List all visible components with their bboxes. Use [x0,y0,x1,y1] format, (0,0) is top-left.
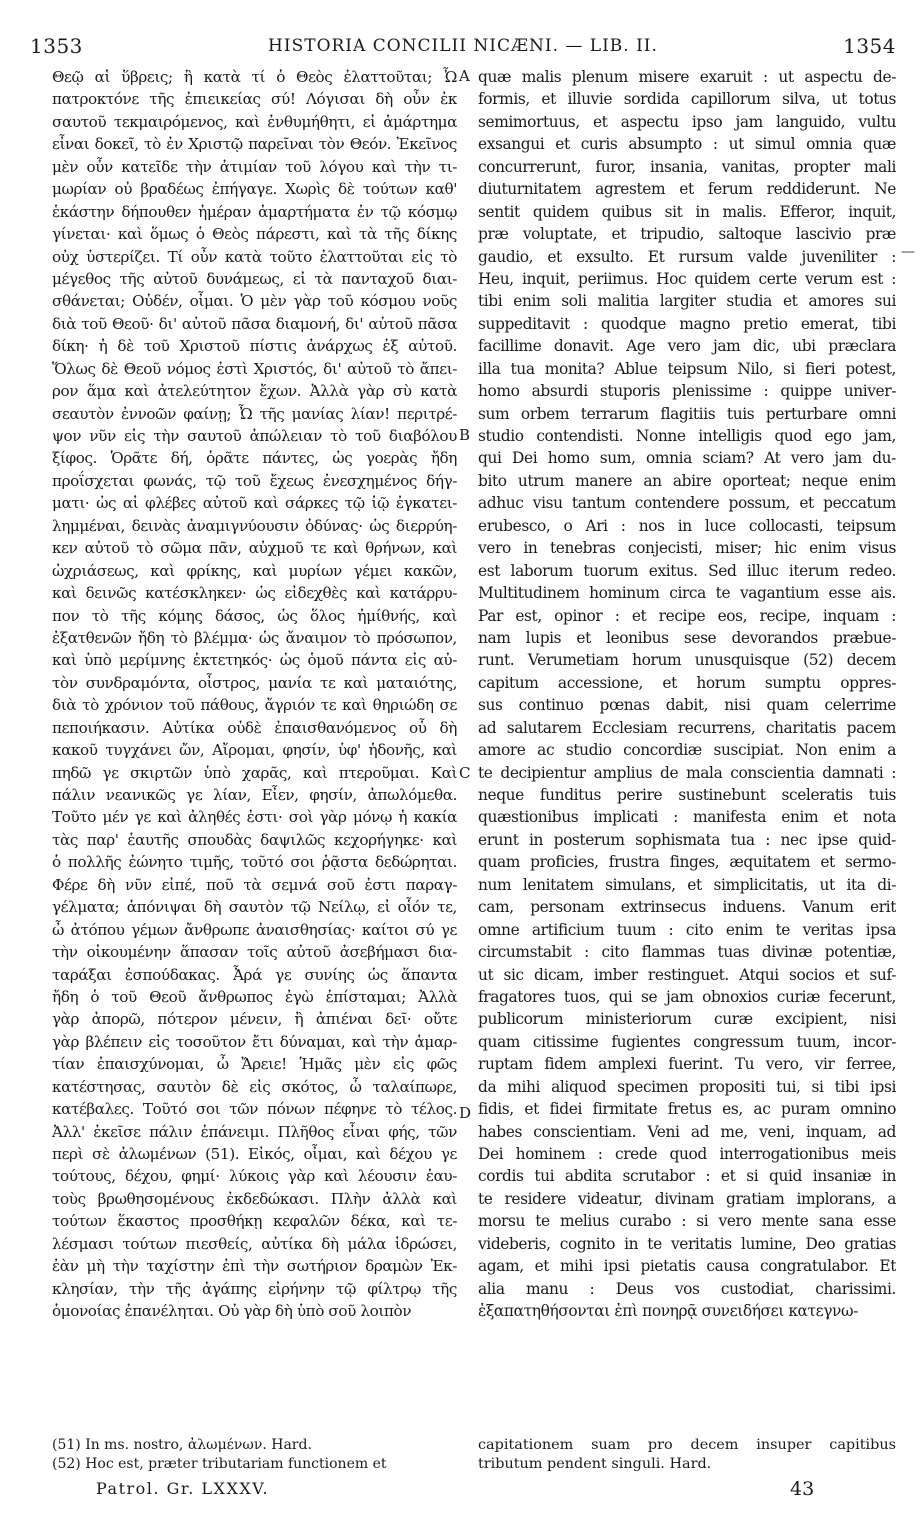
running-header [30,30,896,64]
text-line: ρον ἅμα καὶ ἀτελεύτητον ἔχων. Ἀλλὰ γὰρ σὺ κατὰ [52,382,457,401]
text-line: omne artificium tuum : cito enim te veritas ipsa [478,920,896,939]
text-line: σεαυτὸν ἐννοῶν φαίνῃ; Ὦ τῆς μανίας λίαν! περιτρέ- [52,404,457,423]
text-line: καὶ ὑπὸ μερίμνης ἐκτετηκός· ὡς ὁμοῦ πάντα εἰς αὐ- [52,651,457,670]
text-line: δίκη· ἡ δὲ τοῦ Χριστοῦ πίστις ἀνάρχως ἐξ αὐτοῦ. [52,337,457,356]
text-line: runt. Verumetiam horum unusquisque (52) decem [478,651,896,670]
column-number-left: 1353 [30,34,83,58]
text-line: πάλιν νεανικῶς γε λίαν, Εἶεν, φησίν, ἀπωλόμεθα. [52,786,457,804]
footnotes-right [478,1436,896,1474]
text-line: alia manu : Deus vos custodiat, charissimi. [478,1279,896,1298]
text-line: γὰρ ἀπορῶ, πότερον μένειν, ἢ ἀπιέναι δεῖ· οὔτε [52,1010,457,1029]
text-line: formis, et illuvie sordida capillorum silva, ut totus [478,90,896,109]
section-marker-d: D [459,1104,472,1122]
text-line: vero in tenebras conjecisti, miser; hic enim visus [478,539,896,558]
text-line: προΐσχεται φωνάς, τῷ τοῦ ἔχεως ἐνεσχημένος δήγ- [52,471,457,490]
text-line: τούτους, δέχου, φημί· λύκοις γὰρ καὶ λέουσιν ἑαυ- [52,1167,457,1186]
text-line: πον τὸ τῆς κόμης δάσος, ὡς ὅλος ἠμίθνής, καὶ [52,606,457,625]
text-line: homo absurdi stuporis plenissime : quippe univer- [478,382,896,401]
text-line: πηδῶ γε σκιρτῶν ὑπὸ χαρᾶς, καὶ πτεροῦμαι. Καὶ [52,763,457,782]
text-line: sus continuo pœnas dabit, nisi quam celerrime [478,696,896,715]
text-line: fragatores tuos, qui se jam obnoxios curiæ fecerunt, [478,987,896,1006]
text-line: gaudio, et exsulto. Et rursum valde juveniliter : [478,247,896,266]
text-line: κεν αὐτοῦ τὸ σῶμα πᾶν, αὐχμοῦ τε καὶ θρήνων, καὶ [52,539,457,558]
section-marker-a: A [459,67,470,85]
text-line: habes conscientiam. Veni ad me, veni, inquam, ad [478,1122,896,1141]
greek-text-column [52,66,457,1323]
text-line: semimortuus, et aspectu ipso jam languido, vultu [478,112,896,131]
text-line: εἶναι δοκεῖ, τὸ ἐν Χριστῷ παρεῖναι τὸν Θεόν. Ἐκεῖνος [52,135,457,154]
text-line: quam citissime fugientes congressum tuum, incor- [478,1032,896,1051]
text-line: Multitudinem hominum circa te vagantium esse ais. [478,584,896,603]
text-line: διὰ τὸ χρόνιον τοῦ πάθους, ἄγριόν τε καὶ θηριώδη σε [52,696,457,715]
text-line: illa tua monita? Ablue teipsum Nilo, si fieri potest, [478,359,896,378]
text-line: videberis, cognito in te veritatis lumine, Deo gratias [478,1234,896,1253]
text-line: σαυτοῦ τεκμαιρόμενος, καὶ ἐνθυμήθητι, εἰ ἁμάρτημα [52,112,457,131]
text-line: τίαν ἐπαισχύνομαι, ὦ Ἄρειε! Ἡμᾶς μὲν εἰς φῶς [52,1055,457,1074]
text-line: sentit quidem quibus sit in malis. Efferor, inquit, [478,202,896,221]
text-line: ruptam fidem amplexi fuerint. Tu vero, vir ferree, [478,1055,896,1074]
text-line: Heu, inquit, periimus. Hoc quidem certe verum est : [478,269,896,288]
text-line: λέσμασι τούτων πιεσθείς, αὐτίκα δὴ μάλα ἱδρώσει, [52,1234,457,1253]
text-line: ἐξαπατηθήσονται ἐπὶ πονηρᾷ συνειδήσει κατεγνω- [478,1302,858,1321]
text-line: ψον νῦν εἰς τὴν σαυτοῦ ἀπώλειαν τὸ τοῦ διαβόλου [52,427,457,445]
text-line: neque funditus perire sustinebunt sceleratis tuis [478,786,896,804]
text-line: μὲν οὖν κατεῖδε τὴν ἀτιμίαν τοῦ λόγου καὶ τὴν τι- [52,157,457,176]
text-line: Par est, opinor : et recipe eos, recipe, inquam : [478,606,896,625]
text-line: circumstabit : cito flammas tuas divinæ potentiæ, [478,943,896,962]
text-line: ματι· ὡς αἱ φλέβες αὐτοῦ καὶ σάρκες τῷ ἰῷ ἐγκατει- [52,494,457,513]
text-line: erunt in posterum sophismata tua : nec ipse quid- [478,830,896,849]
section-marker-b: B [459,426,471,444]
text-line: præ voluptate, et tripudio, saltoque lascivio præ [478,225,896,244]
text-line: Dei hominem : crede quod interrogationibus meis [478,1145,896,1163]
text-line: est laborum tuorum exitus. Sed illuc iterum redeo. [478,561,896,580]
text-line: erubesco, o Ari : nos in luce collocasti, teipsum [478,516,896,535]
text-line: τὴν οἰκουμένην ἅπασαν τοῖς αὐτοῦ ἀσεβήμασι δια- [52,943,457,962]
text-line: γέλματα; ἀπόνιψαι δὴ σαυτὸν τῷ Νείλῳ, εἰ οἷόν τε, [52,898,457,917]
text-line: cam, personam extrinsecus induens. Vanum erit [478,898,896,917]
text-line: σθάνεται; Οὐδέν, οἶμαι. Ὁ μὲν γὰρ τοῦ κόσμου νοῦς [52,292,457,311]
text-line: concurrerunt, furor, insania, vanitas, propter mali [478,157,896,176]
running-title: HISTORIA CONCILII NICÆNI. — LIB. II. [268,36,658,56]
latin-text-column [478,66,896,1323]
text-line: λημμέναι, δεινὰς ἀναμιγνύουσιν ὀδύνας· ὡς διερρύη- [52,516,457,535]
text-line: καὶ δεινῶς κατέσκληκεν· ὡς εἰδεχθὲς καὶ κατάρρυ- [52,584,457,603]
text-line: suppeditavit : quodque magno pretio emerat, tibi [478,314,896,333]
text-line: sum orbem terrarum flagitiis tuis perturbare omni [478,404,896,423]
footnote: (52) Hoc est, præter tributariam functionem et [52,1456,387,1472]
signature-mark: Patrol. Gr. LXXXV. [96,1479,270,1498]
footnote-continuation: tributum pendent singuli. Hard. [478,1456,712,1472]
text-line: πεποιήκασιν. Αὐτίκα οὐδὲ ἐπαισθανόμενος οὗ δὴ [52,718,457,737]
text-line: οὐχ ὑστερίζει. Τί οὖν κατὰ τοῦτο ἐλαττοῦται εἰς τὸ [52,247,457,266]
text-line: da mihi aliquod specimen propositi tui, si tibi ipsi [478,1077,896,1096]
text-line: ut sic dicam, imber restinguet. Atqui socios et suf- [478,965,896,984]
text-line: Φέρε δὴ νῦν εἰπέ, ποῦ τὰ σεμνά σοῦ ἐστι παραγ- [52,875,457,894]
text-line: τὸν συνδραμόντα, οἶστρος, μανία τε καὶ ματαιότης, [52,673,457,692]
text-line: κατέστησας, σαυτὸν δὲ εἰς σκότος, ὦ ταλαίπωρε, [52,1077,457,1096]
text-line: κακοῦ τυγχάνει ὤν, Αἴρομαι, φησίν, ὑφ' ἡδονῆς, καὶ [52,741,457,760]
text-line: ad salutarem Ecclesiam recurrens, charitatis pacem [478,718,896,737]
text-line: ὦ ἀτόπου γέμων ἄνθρωπε ἀναισθησίας· καίτοι σύ γε [52,920,457,939]
text-line: τὰς παρ' ἑαυτῆς σπουδὰς δαψιλῶς κεχορήγηκε· καὶ [52,830,457,849]
text-line: cordis tui abdita scrutabor : et si quid insaniæ in [478,1167,896,1186]
text-line: te decipientur amplius de mala conscientia damnati : [478,763,896,782]
text-line: ἐὰν μὴ τὴν ταχίστην ἐπὶ τὴν σωτήριον δραμὼν Ἐκ- [52,1257,457,1276]
text-line: κλησίαν, τὴν τῆς ἀγάπης εἰρήνην τῷ φίλτρῳ τῆς [52,1279,457,1298]
text-line: Τοῦτο μέν γε καὶ ἀληθές ἐστι· σοὶ γὰρ μόνῳ ἡ κακία [52,808,457,827]
footnote: (51) In ms. nostro, ἀλωμένων. Hard. [52,1437,312,1453]
text-line: quæstionibus implicati : manifesta enim et nota [478,808,896,827]
text-line: studio contendisti. Nonne intelligis quod ego jam, [478,427,896,445]
text-line: ἤδη ὁ τοῦ Θεοῦ ἄνθρωπος ἐγὼ ἐπίσταμαι; Ἀλλὰ [52,987,457,1006]
text-line: capitum accessione, et horum sumptu oppres- [478,673,896,692]
text-line: bito utrum manere an abire oporteat; neque enim [478,471,896,490]
text-line: morsu te melius curabo : si vero mente sana esse [478,1212,896,1231]
section-marker-c: C [459,764,471,782]
text-line: ὁμονοίας ἐπανέληται. Οὐ γὰρ δὴ ὑπὸ σοῦ λοιπὸν [52,1302,412,1321]
text-line: τούτων ἕκαστος προσθήκῃ κεφαλῶν δέκα, καὶ τε- [52,1212,457,1231]
text-line: num lenitatem simulans, et simplicitatis, ut ita di- [478,875,896,894]
text-line: κατέβαλες. Τοῦτό σοι τῶν πόνων πέφηνε τὸ τέλος. [52,1100,457,1119]
text-line: μωρίαν οὐ βραδέως ἐπήγαγε. Χωρὶς δὲ τούτων καθ' [52,180,457,199]
text-line: qui Dei homo sum, omnia sciam? At vero jam du- [478,449,896,468]
text-line: Ὅλως δὲ Θεοῦ νόμος ἐστὶ Χριστός, δι' αὐτοῦ τὸ ἄπει- [52,359,457,378]
text-line: diuturnitatem agrestem et ferum reddiderunt. Ne [478,180,896,199]
footnotes-left [52,1436,472,1500]
text-line: exsangui et curis absumpto : ut simul omnia quæ [478,135,896,154]
text-line: ἑκάστην δήπουθεν ἡμέραν ἁμαρτήματα ἐν τῷ κόσμῳ [52,202,457,221]
text-line: te residere videatur, divinam gratiam implorans, a [478,1189,896,1208]
text-line: tibi enim soli malitia largiter studia et amores sui [478,292,896,311]
text-line: ὁ πολλῆς ἐώνητο τιμῆς, τοῦτό σοι ῥᾷστα δεδώρηται. [52,853,457,872]
text-line: nam lupis et leonibus sese devorandos præbue- [478,628,896,647]
text-line: fidis, et fidei firmitate fretus es, ac puram omnino [478,1100,896,1119]
text-line: agam, et mihi ipsi pietatis causa congratulabor. Et [478,1257,896,1276]
text-line: περὶ σὲ ἀλωμένων (51). Εἰκός, οἶμαι, καὶ δέχου γε [52,1145,457,1163]
text-line: ξίφος. Ὁρᾶτε δή, ὁρᾶτε πάντες, ὡς γοερὰς ἤδη [52,449,457,468]
column-number-right: 1354 [843,34,896,58]
text-line: τοὺς βρωθησομένους ἐκδεδώκασι. Πλὴν ἀλλὰ καὶ [52,1189,457,1208]
text-line: διὰ τοῦ Θεοῦ· δι' αὐτοῦ πᾶσα διαμονή, δι' αὐτοῦ πᾶσα [52,314,457,333]
text-line: amore ac studio concordiæ suscipiat. Non enim a [478,741,896,760]
text-line: facillime donavit. Age vero jam dic, ubi præclara [478,337,896,356]
text-line: ἐξατθενῶν ἤδη τὸ βλέμμα· ὡς ἄναιμον τὸ πρόσωπον, [52,628,457,647]
text-line: μέγεθος τῆς αὐτοῦ δυνάμεως, εἰ τὰ πανταχοῦ διαι- [52,269,457,288]
text-line: ταράξαι ἐσπούδακας. Ἆρά γε συνίης ὡς ἅπαντα [52,965,457,984]
text-line: Θεῷ αἱ ὕβρεις; ἢ κατὰ τί ὁ Θεὸς ἐλαττοῦται; Ὦ [52,68,457,86]
text-line: πατροκτόνε τῆς ἐπιεικείας σύ! Λόγισαι δὴ οὖν ἐκ [52,90,457,109]
footnote-continuation: capitationem suam pro decem insuper capitibus [478,1437,896,1453]
text-line: Ἀλλ' ἐκεῖσε πάλιν ἐπάνειμι. Πλῆθος εἶναι φής, τῶν [52,1122,457,1141]
text-line: ὠχριάσεως, καὶ φρίκης, καὶ μυρίων γέμει κακῶν, [52,561,457,580]
text-line: quæ malis plenum misere exaruit : ut aspectu de- [478,68,896,86]
text-line: γὰρ βλέπειν εἰς τοσοῦτον ἔτι δύναμαι, καὶ τὴν ἁμαρ- [52,1032,457,1051]
text-line: adhuc visu tantum contendere possum, et peccatum [478,494,896,513]
margin-dash: — [901,244,915,260]
page-number: 43 [790,1478,815,1500]
text-line: γίνεται· καὶ ὅμως ὁ Θεὸς πάρεστι, καὶ τὰ τῆς δίκης [52,225,457,244]
text-line: publicorum ministeriorum curæ excipient, nisi [478,1010,896,1029]
text-line: quam proficies, frustra finges, æquitatem et sermo- [478,853,896,872]
